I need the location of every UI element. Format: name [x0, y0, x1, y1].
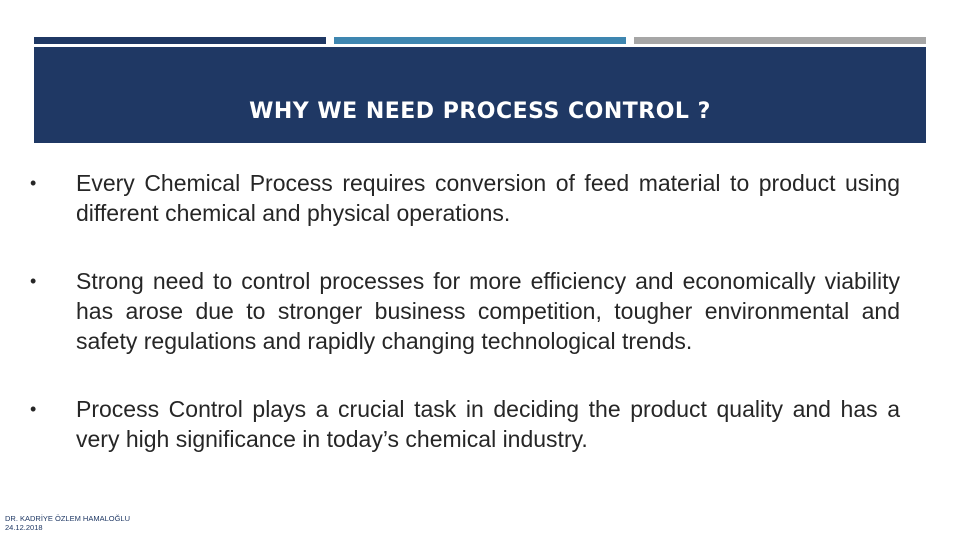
slide-title: WHY WE NEED PROCESS CONTROL ? — [249, 99, 711, 124]
bullet-list — [30, 168, 900, 454]
bullet-text: Every Chemical Process requires conversion of feed material to product using different chemical and physical operations. — [76, 170, 900, 226]
footer-author: DR. KADRİYE ÖZLEM HAMALOĞLU — [5, 514, 131, 523]
bullet-marker: • — [30, 271, 37, 291]
bullet-text: Strong need to control processes for more efficiency and economically viability has arose due to stronger business competition, tougher environmental and safety regulations and rapidly changing technological trends. — [76, 268, 900, 354]
title-band — [34, 47, 926, 143]
footer-date: 24.12.2018 — [5, 523, 43, 532]
bullet-item — [30, 266, 900, 356]
decorative-stripe-blue — [334, 37, 626, 44]
bullet-item — [30, 394, 900, 454]
bullet-marker: • — [30, 399, 37, 419]
bullet-text: Process Control plays a crucial task in deciding the product quality and has a very high significance in today’s chemical industry. — [76, 396, 900, 452]
bullet-item — [30, 168, 900, 228]
bullet-marker: • — [30, 173, 37, 193]
decorative-stripe-navy — [34, 37, 326, 44]
decorative-stripe-gray — [634, 37, 926, 44]
footer — [5, 514, 130, 532]
